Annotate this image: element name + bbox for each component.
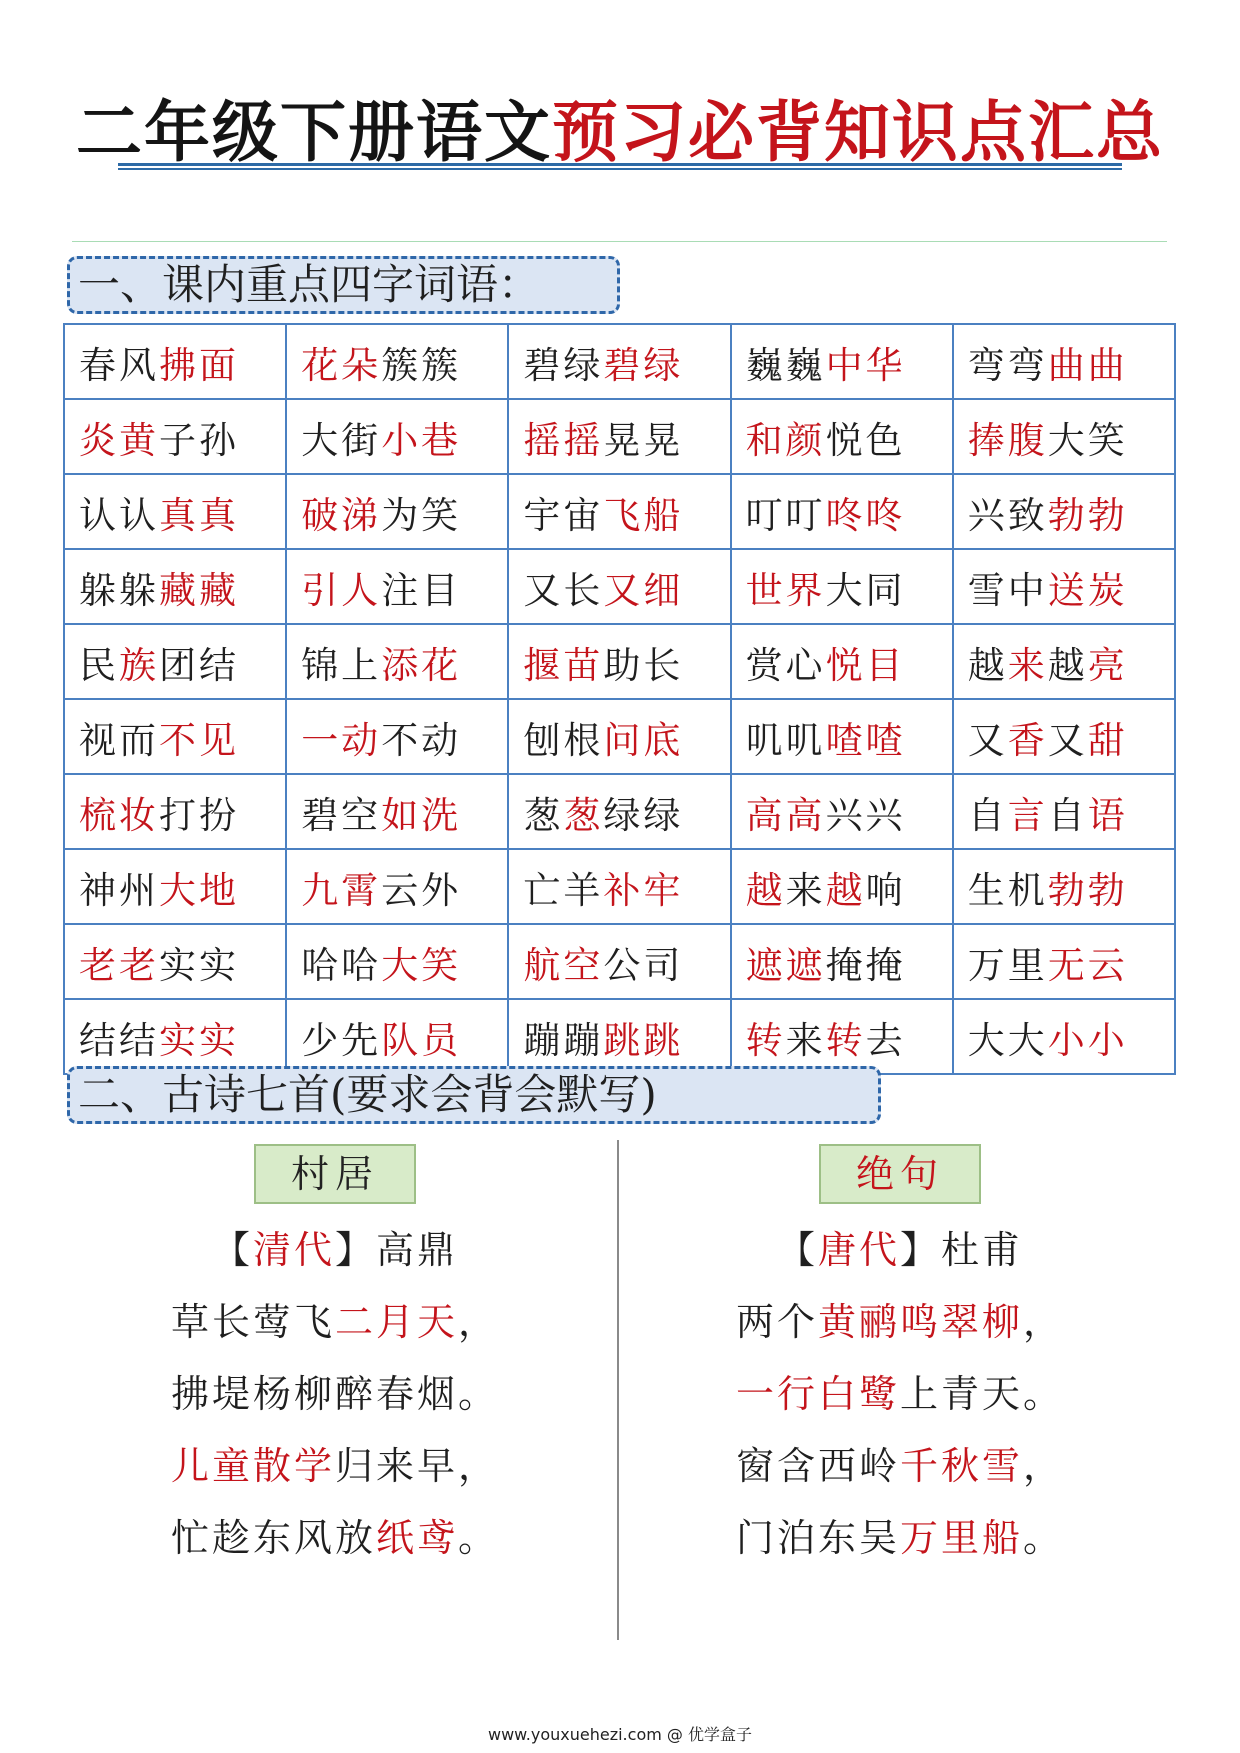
poem-line bbox=[55, 1286, 615, 1358]
idiom-text: 认认 bbox=[79, 493, 159, 537]
poem-lines bbox=[55, 1286, 615, 1574]
idiom-cell bbox=[731, 399, 953, 474]
idiom-highlight: 不见 bbox=[159, 718, 239, 762]
idiom-text: 哈哈 bbox=[301, 943, 382, 987]
idiom-cell bbox=[64, 999, 286, 1074]
idiom-text: 又 bbox=[1047, 718, 1088, 762]
idiom-text: 巍巍 bbox=[745, 343, 826, 387]
idiom-highlight: 亮 bbox=[1087, 643, 1128, 687]
idiom-text: 神州 bbox=[79, 868, 159, 912]
idiom-cell bbox=[64, 849, 286, 924]
idiom-highlight: 甜 bbox=[1087, 718, 1128, 762]
idiom-cell bbox=[953, 549, 1175, 624]
idiom-cell bbox=[731, 699, 953, 774]
table-row bbox=[64, 774, 1175, 849]
idiom-cell bbox=[286, 774, 508, 849]
idiom-cell bbox=[286, 624, 508, 699]
poem-author bbox=[620, 1226, 1180, 1274]
idiom-cell bbox=[953, 399, 1175, 474]
poem-text: 上青天。 bbox=[900, 1372, 1065, 1416]
idiom-text: 来 bbox=[785, 1018, 826, 1062]
idiom-text: 躲躲 bbox=[79, 568, 159, 612]
poem-author bbox=[55, 1226, 615, 1274]
poem-title: 绝句 bbox=[819, 1144, 981, 1204]
idiom-text: 打扮 bbox=[159, 793, 239, 837]
idiom-highlight: 送炭 bbox=[1047, 568, 1128, 612]
page-title bbox=[0, 92, 1240, 172]
idiom-highlight: 来 bbox=[1007, 643, 1048, 687]
idiom-highlight: 喳喳 bbox=[825, 718, 906, 762]
idiom-highlight: 言 bbox=[1007, 793, 1048, 837]
idiom-cell bbox=[286, 474, 508, 549]
idiom-highlight: 无云 bbox=[1047, 943, 1128, 987]
idiom-cell bbox=[953, 324, 1175, 399]
poem-highlight: 二月天 bbox=[334, 1300, 458, 1344]
idiom-cell bbox=[64, 549, 286, 624]
idiom-cell bbox=[953, 924, 1175, 999]
idiom-highlight: 捧腹 bbox=[967, 418, 1048, 462]
idiom-text: 团结 bbox=[159, 643, 239, 687]
idiom-cell bbox=[508, 624, 730, 699]
idiom-text: 来 bbox=[785, 868, 826, 912]
poet-name: 杜甫 bbox=[941, 1228, 1024, 1272]
title-underline bbox=[118, 163, 1122, 170]
idiom-text: 去 bbox=[865, 1018, 906, 1062]
poem-highlight: 纸鸢 bbox=[375, 1516, 458, 1560]
idiom-highlight: 花朵 bbox=[301, 343, 382, 387]
table-row bbox=[64, 849, 1175, 924]
poem-text: 。 bbox=[458, 1516, 500, 1560]
idiom-text: 绿绿 bbox=[603, 793, 684, 837]
idiom-text: 又 bbox=[967, 718, 1008, 762]
idiom-text: 越 bbox=[1047, 643, 1088, 687]
idiom-text: 注目 bbox=[381, 568, 462, 612]
idiom-text: 大笑 bbox=[1047, 418, 1128, 462]
idiom-text: 公司 bbox=[603, 943, 684, 987]
idiom-text: 弯弯 bbox=[967, 343, 1048, 387]
idiom-cell bbox=[508, 999, 730, 1074]
poem-text: 草长莺飞 bbox=[170, 1300, 335, 1344]
idiom-highlight: 语 bbox=[1087, 793, 1128, 837]
poem-text: ， bbox=[458, 1300, 500, 1344]
idiom-cell bbox=[953, 999, 1175, 1074]
idiom-highlight: 真真 bbox=[159, 493, 239, 537]
idiom-highlight: 勃勃 bbox=[1047, 493, 1128, 537]
idiom-cell bbox=[508, 849, 730, 924]
poem-divider bbox=[617, 1140, 619, 1640]
table-row bbox=[64, 924, 1175, 999]
bracket-open: 【 bbox=[211, 1228, 253, 1272]
idiom-highlight: 小巷 bbox=[381, 418, 462, 462]
idiom-text: 越 bbox=[967, 643, 1008, 687]
idiom-highlight: 曲曲 bbox=[1047, 343, 1128, 387]
idiom-text: 碧绿 bbox=[523, 343, 604, 387]
idiom-cell bbox=[64, 399, 286, 474]
idiom-text: 云外 bbox=[381, 868, 462, 912]
idiom-highlight: 大地 bbox=[159, 868, 239, 912]
idiom-highlight: 勃勃 bbox=[1047, 868, 1128, 912]
idiom-highlight: 越 bbox=[745, 868, 786, 912]
idiom-highlight: 高高 bbox=[745, 793, 826, 837]
idiom-cell bbox=[508, 399, 730, 474]
idiom-cell bbox=[64, 474, 286, 549]
idiom-text: 万里 bbox=[967, 943, 1048, 987]
poem-jueju bbox=[620, 1144, 1180, 1574]
idiom-cell bbox=[64, 924, 286, 999]
idiom-highlight: 族 bbox=[119, 643, 159, 687]
poem-text: 归来早， bbox=[335, 1444, 500, 1488]
idiom-highlight: 藏藏 bbox=[159, 568, 239, 612]
poem-dynasty: 唐代 bbox=[817, 1228, 900, 1272]
idiom-highlight: 香 bbox=[1007, 718, 1048, 762]
idiom-highlight: 中华 bbox=[825, 343, 906, 387]
idiom-text: 视而 bbox=[79, 718, 159, 762]
poem-line bbox=[55, 1430, 615, 1502]
poem-dynasty: 清代 bbox=[252, 1228, 335, 1272]
idiom-text: 大同 bbox=[825, 568, 906, 612]
idiom-highlight: 破涕 bbox=[301, 493, 382, 537]
idiom-highlight: 咚咚 bbox=[825, 493, 906, 537]
idiom-highlight: 拂面 bbox=[159, 343, 239, 387]
table-row bbox=[64, 324, 1175, 399]
idiom-highlight: 又细 bbox=[603, 568, 684, 612]
idiom-highlight: 小小 bbox=[1047, 1018, 1128, 1062]
poem-line bbox=[55, 1358, 615, 1430]
idiom-cell bbox=[953, 774, 1175, 849]
idiom-cell bbox=[64, 624, 286, 699]
title-red-part: 预习必背知识点汇总 bbox=[552, 93, 1164, 171]
table-row bbox=[64, 699, 1175, 774]
idiom-highlight: 引人 bbox=[301, 568, 382, 612]
poem-text: 窗含西岭 bbox=[735, 1444, 900, 1488]
idiom-highlight: 实实 bbox=[159, 1018, 239, 1062]
idiom-cell bbox=[731, 474, 953, 549]
idiom-text: 响 bbox=[865, 868, 906, 912]
idiom-cell bbox=[64, 774, 286, 849]
idiom-text: 碧空 bbox=[301, 793, 382, 837]
idiom-text: 大街 bbox=[301, 418, 382, 462]
idiom-highlight: 跳跳 bbox=[603, 1018, 684, 1062]
idiom-cell bbox=[731, 924, 953, 999]
idiom-highlight: 碧绿 bbox=[603, 343, 684, 387]
idiom-cell bbox=[286, 999, 508, 1074]
idiom-text: 雪中 bbox=[967, 568, 1048, 612]
idiom-highlight: 揠苗 bbox=[523, 643, 604, 687]
idiom-highlight: 梳妆 bbox=[79, 793, 159, 837]
section-heading-poems: 二、古诗七首(要求会背会默写) bbox=[67, 1066, 881, 1124]
idiom-highlight: 航空 bbox=[523, 943, 604, 987]
poem-text: 门泊东吴 bbox=[735, 1516, 900, 1560]
poem-line bbox=[620, 1430, 1180, 1502]
idiom-cell bbox=[286, 849, 508, 924]
table-row bbox=[64, 549, 1175, 624]
poem-highlight: 儿童散学 bbox=[170, 1444, 335, 1488]
footer-watermark: www.youxuehezi.com @ 优学盒子 bbox=[488, 1725, 752, 1744]
poem-cunju bbox=[55, 1144, 615, 1574]
idiom-highlight: 问底 bbox=[603, 718, 684, 762]
idiom-text: 自 bbox=[1047, 793, 1088, 837]
idiom-cell bbox=[508, 774, 730, 849]
idiom-cell bbox=[508, 474, 730, 549]
idiom-cell bbox=[508, 324, 730, 399]
idiom-cell bbox=[953, 699, 1175, 774]
idiom-text: 刨根 bbox=[523, 718, 604, 762]
poet-name: 高鼎 bbox=[376, 1228, 459, 1272]
poem-text: 。 bbox=[1023, 1516, 1065, 1560]
idiom-text: 大大 bbox=[967, 1018, 1048, 1062]
idiom-highlight: 和颜 bbox=[745, 418, 826, 462]
idiom-cell bbox=[508, 549, 730, 624]
idiom-highlight: 大笑 bbox=[381, 943, 462, 987]
idiom-text: 锦上 bbox=[301, 643, 382, 687]
idiom-highlight: 九霄 bbox=[301, 868, 382, 912]
poem-title: 村居 bbox=[254, 1144, 416, 1204]
divider-line bbox=[72, 241, 1167, 242]
idiom-cell bbox=[953, 624, 1175, 699]
idiom-text: 春风 bbox=[79, 343, 159, 387]
idiom-highlight: 如洗 bbox=[381, 793, 462, 837]
idiom-cell bbox=[731, 624, 953, 699]
idiom-cell bbox=[731, 324, 953, 399]
idiom-cell bbox=[64, 324, 286, 399]
idiom-highlight: 转 bbox=[825, 1018, 866, 1062]
idiom-highlight: 老老 bbox=[79, 943, 159, 987]
idiom-cell bbox=[731, 849, 953, 924]
idiom-highlight: 葱 bbox=[563, 793, 604, 837]
table-row bbox=[64, 999, 1175, 1074]
idiom-highlight: 添花 bbox=[381, 643, 462, 687]
poem-lines bbox=[620, 1286, 1180, 1574]
poem-text: 拂堤杨柳醉春烟。 bbox=[170, 1372, 499, 1416]
idiom-text: 不动 bbox=[381, 718, 462, 762]
idiom-highlight: 一动 bbox=[301, 718, 382, 762]
idiom-cell bbox=[286, 399, 508, 474]
idiom-text: 叽叽 bbox=[745, 718, 826, 762]
title-black-part: 二年级下册语文 bbox=[76, 93, 552, 171]
idiom-highlight: 越 bbox=[825, 868, 866, 912]
idiom-text: 叮叮 bbox=[745, 493, 826, 537]
poem-highlight: 一行白鹭 bbox=[735, 1372, 900, 1416]
bracket-close: 】 bbox=[335, 1228, 377, 1272]
idiom-text: 悦色 bbox=[825, 418, 906, 462]
idiom-text: 少先 bbox=[301, 1018, 382, 1062]
idiom-text: 生机 bbox=[967, 868, 1048, 912]
idiom-highlight: 世界 bbox=[745, 568, 826, 612]
idiom-text: 晃晃 bbox=[603, 418, 684, 462]
poem-highlight: 万里船 bbox=[899, 1516, 1023, 1560]
idiom-text: 子孙 bbox=[159, 418, 239, 462]
idiom-cell bbox=[731, 774, 953, 849]
table-row bbox=[64, 399, 1175, 474]
idiom-text: 掩掩 bbox=[825, 943, 906, 987]
idiom-highlight: 队员 bbox=[381, 1018, 462, 1062]
idiom-cell bbox=[286, 549, 508, 624]
bracket-close: 】 bbox=[900, 1228, 942, 1272]
idiom-highlight: 转 bbox=[745, 1018, 786, 1062]
poem-text: 忙趁东风放 bbox=[170, 1516, 376, 1560]
poem-highlight: 千秋雪 bbox=[899, 1444, 1023, 1488]
idiom-highlight: 炎黄 bbox=[79, 418, 159, 462]
poem-text: 两个 bbox=[735, 1300, 818, 1344]
idiom-text: 自 bbox=[967, 793, 1008, 837]
table-row bbox=[64, 624, 1175, 699]
idiom-text: 实实 bbox=[159, 943, 239, 987]
idiom-text: 为笑 bbox=[381, 493, 462, 537]
idiom-text: 葱 bbox=[523, 793, 564, 837]
idiom-text: 宇宙 bbox=[523, 493, 604, 537]
idiom-text: 又长 bbox=[523, 568, 604, 612]
idiom-text: 民 bbox=[79, 643, 119, 687]
idiom-cell bbox=[286, 324, 508, 399]
idiom-text: 赏心 bbox=[745, 643, 826, 687]
poem-line bbox=[620, 1358, 1180, 1430]
idiom-cell bbox=[731, 549, 953, 624]
idiom-text: 簇簇 bbox=[381, 343, 462, 387]
poem-highlight: 黄鹂鸣翠柳 bbox=[817, 1300, 1023, 1344]
idiom-text: 亡羊 bbox=[523, 868, 604, 912]
idiom-cell bbox=[64, 699, 286, 774]
idiom-cell bbox=[953, 474, 1175, 549]
idiom-highlight: 摇摇 bbox=[523, 418, 604, 462]
idiom-text: 助长 bbox=[603, 643, 684, 687]
idiom-cell bbox=[508, 699, 730, 774]
poem-line bbox=[620, 1286, 1180, 1358]
section-heading-idioms: 一、课内重点四字词语： bbox=[67, 256, 620, 314]
idiom-text: 蹦蹦 bbox=[523, 1018, 604, 1062]
idiom-highlight: 悦目 bbox=[825, 643, 906, 687]
idiom-cell bbox=[731, 999, 953, 1074]
idiom-cell bbox=[286, 699, 508, 774]
idiom-table bbox=[63, 323, 1176, 1075]
bracket-open: 【 bbox=[776, 1228, 818, 1272]
poem-line bbox=[55, 1502, 615, 1574]
idiom-highlight: 遮遮 bbox=[745, 943, 826, 987]
idiom-highlight: 补牢 bbox=[603, 868, 684, 912]
poem-line bbox=[620, 1502, 1180, 1574]
idiom-text: 兴兴 bbox=[825, 793, 906, 837]
idiom-text: 兴致 bbox=[967, 493, 1048, 537]
poem-text: ， bbox=[1023, 1300, 1065, 1344]
idiom-cell bbox=[286, 924, 508, 999]
idiom-text: 结结 bbox=[79, 1018, 159, 1062]
poem-text: ， bbox=[1023, 1444, 1065, 1488]
idiom-cell bbox=[953, 849, 1175, 924]
table-row bbox=[64, 474, 1175, 549]
idiom-cell bbox=[508, 924, 730, 999]
idiom-highlight: 飞船 bbox=[603, 493, 684, 537]
